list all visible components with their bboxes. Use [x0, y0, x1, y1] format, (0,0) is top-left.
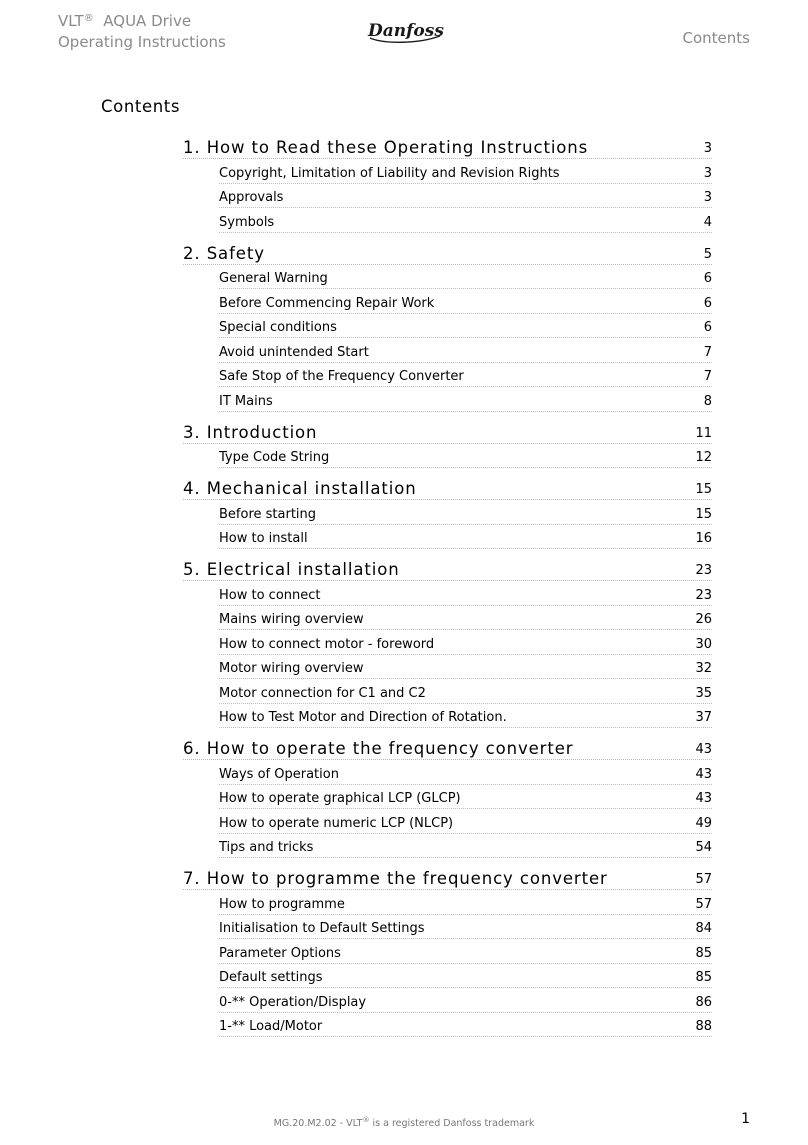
toc-section-heading[interactable]: [183, 421, 712, 444]
toc-section-title: 5. Electrical installation: [183, 560, 400, 579]
toc-item-label: How to connect motor - foreword: [219, 636, 435, 652]
toc-item-page: 7: [703, 344, 712, 360]
toc-item-page: 43: [695, 791, 712, 806]
footer-trademark: [0, 1116, 808, 1129]
toc-item-label: Special conditions: [219, 320, 337, 335]
product-name: VLT: [58, 12, 84, 30]
toc-item-label: Copyright, Limitation of Liability and Revision Rights: [219, 165, 560, 181]
toc-item-list: [219, 500, 712, 549]
toc-item-label: How to Test Motor and Direction of Rotation.: [219, 710, 507, 725]
toc-section-title: 7. How to programme the frequency converter: [183, 869, 608, 888]
toc-item-list: [219, 760, 712, 858]
toc-item-list: [219, 444, 712, 469]
toc-item-page: 6: [703, 320, 712, 335]
toc-section-heading[interactable]: [183, 477, 712, 500]
toc-section-title: 1. How to Read these Operating Instructions: [183, 138, 589, 157]
toc-item-label: Parameter Options: [219, 945, 341, 961]
toc-item-list: [219, 581, 712, 728]
toc-item-label: Approvals: [219, 190, 284, 205]
header-left: [58, 8, 226, 53]
toc-section-heading[interactable]: [183, 558, 712, 581]
toc-item-label: Mains wiring overview: [219, 612, 364, 627]
toc-item-page: 84: [695, 921, 712, 936]
toc-item[interactable]: [219, 655, 712, 680]
toc-item-page: 43: [695, 766, 712, 782]
toc-item[interactable]: [219, 159, 712, 184]
toc-item[interactable]: [219, 939, 712, 964]
toc-item-page: 30: [695, 636, 712, 652]
danfoss-logo: [366, 14, 444, 48]
toc-item[interactable]: [219, 184, 712, 209]
toc-item-label: Type Code String: [219, 450, 330, 465]
toc-item-page: 3: [703, 190, 712, 205]
toc-section-heading[interactable]: [183, 136, 712, 159]
page-title: Contents: [101, 97, 181, 116]
footer-registered-mark: ®: [362, 1116, 370, 1124]
toc-section-page: 57: [695, 872, 712, 887]
toc-item-page: 16: [695, 531, 712, 546]
toc-item[interactable]: [219, 581, 712, 606]
toc-item[interactable]: [219, 809, 712, 834]
toc-item-list: [219, 890, 712, 1037]
toc-item-label: Symbols: [219, 214, 275, 230]
toc-section-page: 3: [703, 141, 712, 156]
toc-item-page: 8: [703, 393, 712, 409]
toc-section-page: 23: [695, 563, 712, 578]
toc-item[interactable]: [219, 500, 712, 525]
toc-section: [183, 136, 712, 233]
toc-item-label: Before Commencing Repair Work: [219, 295, 435, 311]
toc-item[interactable]: [219, 606, 712, 631]
toc-item-list: [219, 265, 712, 412]
footer-doc-code: MG.20.M2.02 - VLT: [273, 1118, 363, 1130]
toc-item-page: 88: [695, 1019, 712, 1034]
toc-section-heading[interactable]: [183, 242, 712, 265]
toc-item-page: 12: [695, 450, 712, 465]
toc-item[interactable]: [219, 525, 712, 550]
toc-item[interactable]: [219, 363, 712, 388]
toc-section-title: 6. How to operate the frequency converter: [183, 739, 574, 758]
toc-item[interactable]: [219, 630, 712, 655]
toc-item[interactable]: [219, 964, 712, 989]
toc-item[interactable]: [219, 679, 712, 704]
toc-section-heading[interactable]: [183, 867, 712, 890]
toc-item[interactable]: [219, 760, 712, 785]
toc-section: [183, 558, 712, 728]
table-of-contents: [183, 136, 712, 1046]
toc-item-page: 86: [695, 994, 712, 1010]
toc-item-page: 6: [703, 271, 712, 286]
toc-item-label: Tips and tricks: [219, 840, 314, 855]
toc-item-page: 15: [695, 506, 712, 522]
toc-item-label: Motor connection for C1 and C2: [219, 685, 426, 701]
toc-item-label: How to install: [219, 531, 308, 546]
footer-trademark-text: is a registered Danfoss trademark: [372, 1118, 535, 1130]
toc-item[interactable]: [219, 289, 712, 314]
toc-item[interactable]: [219, 387, 712, 412]
toc-item[interactable]: [219, 314, 712, 339]
product-name-rest: AQUA Drive: [103, 12, 192, 30]
toc-item[interactable]: [219, 208, 712, 233]
toc-item-label: How to connect: [219, 587, 321, 603]
toc-item[interactable]: [219, 988, 712, 1013]
toc-item-label: Before starting: [219, 506, 317, 522]
toc-section-title: 2. Safety: [183, 243, 265, 263]
toc-section-page: 5: [703, 246, 712, 262]
toc-item[interactable]: [219, 265, 712, 290]
toc-item[interactable]: [219, 915, 712, 940]
toc-item-page: 32: [695, 661, 712, 676]
toc-item-page: 85: [695, 970, 712, 985]
toc-item-label: How to operate numeric LCP (NLCP): [219, 815, 454, 831]
toc-item[interactable]: [219, 338, 712, 363]
toc-section-page: 15: [695, 482, 712, 497]
page-number: 1: [741, 1111, 750, 1127]
product-line: [58, 8, 226, 32]
toc-item-label: 1-** Load/Motor: [219, 1019, 323, 1034]
toc-section: [183, 242, 712, 412]
toc-item-label: General Warning: [219, 271, 328, 286]
toc-item-label: Ways of Operation: [219, 766, 339, 782]
toc-item[interactable]: [219, 1013, 712, 1038]
toc-item-page: 26: [695, 612, 712, 627]
toc-item-label: How to programme: [219, 896, 345, 912]
toc-item-page: 37: [695, 710, 712, 725]
registered-mark: ®: [83, 13, 94, 24]
toc-item[interactable]: [219, 834, 712, 859]
toc-item-label: How to operate graphical LCP (GLCP): [219, 791, 461, 806]
logo-text: Danfoss: [368, 21, 444, 41]
toc-item-page: 57: [695, 896, 712, 912]
toc-section-page: 11: [695, 425, 712, 441]
toc-item-page: 6: [703, 295, 712, 311]
toc-item[interactable]: [219, 890, 712, 915]
header-section-label: Contents: [682, 29, 750, 47]
toc-item-label: Initialisation to Default Settings: [219, 921, 425, 936]
toc-section: [183, 477, 712, 549]
toc-item-page: 3: [703, 165, 712, 181]
toc-section: [183, 421, 712, 469]
toc-item-page: 35: [695, 685, 712, 701]
toc-item[interactable]: [219, 444, 712, 469]
toc-item-page: 54: [695, 840, 712, 855]
toc-section: [183, 867, 712, 1037]
toc-item-page: 7: [703, 369, 712, 384]
toc-item-label: Avoid unintended Start: [219, 344, 369, 360]
toc-item-page: 4: [703, 214, 712, 230]
document-subtitle: Operating Instructions: [58, 33, 226, 51]
toc-item-page: 85: [695, 945, 712, 961]
toc-item[interactable]: [219, 704, 712, 729]
toc-section-title: 3. Introduction: [183, 422, 318, 442]
toc-item-label: Safe Stop of the Frequency Converter: [219, 369, 464, 384]
toc-section-heading[interactable]: [183, 737, 712, 760]
toc-item[interactable]: [219, 785, 712, 810]
toc-item-label: 0-** Operation/Display: [219, 994, 367, 1010]
toc-item-page: 23: [695, 587, 712, 603]
toc-item-list: [219, 159, 712, 233]
toc-item-label: Motor wiring overview: [219, 661, 364, 676]
toc-section: [183, 737, 712, 858]
toc-item-label: IT Mains: [219, 393, 273, 409]
toc-section-title: 4. Mechanical installation: [183, 479, 417, 498]
toc-item-label: Default settings: [219, 970, 323, 985]
toc-section-page: 43: [695, 742, 712, 757]
toc-item-page: 49: [695, 815, 712, 831]
